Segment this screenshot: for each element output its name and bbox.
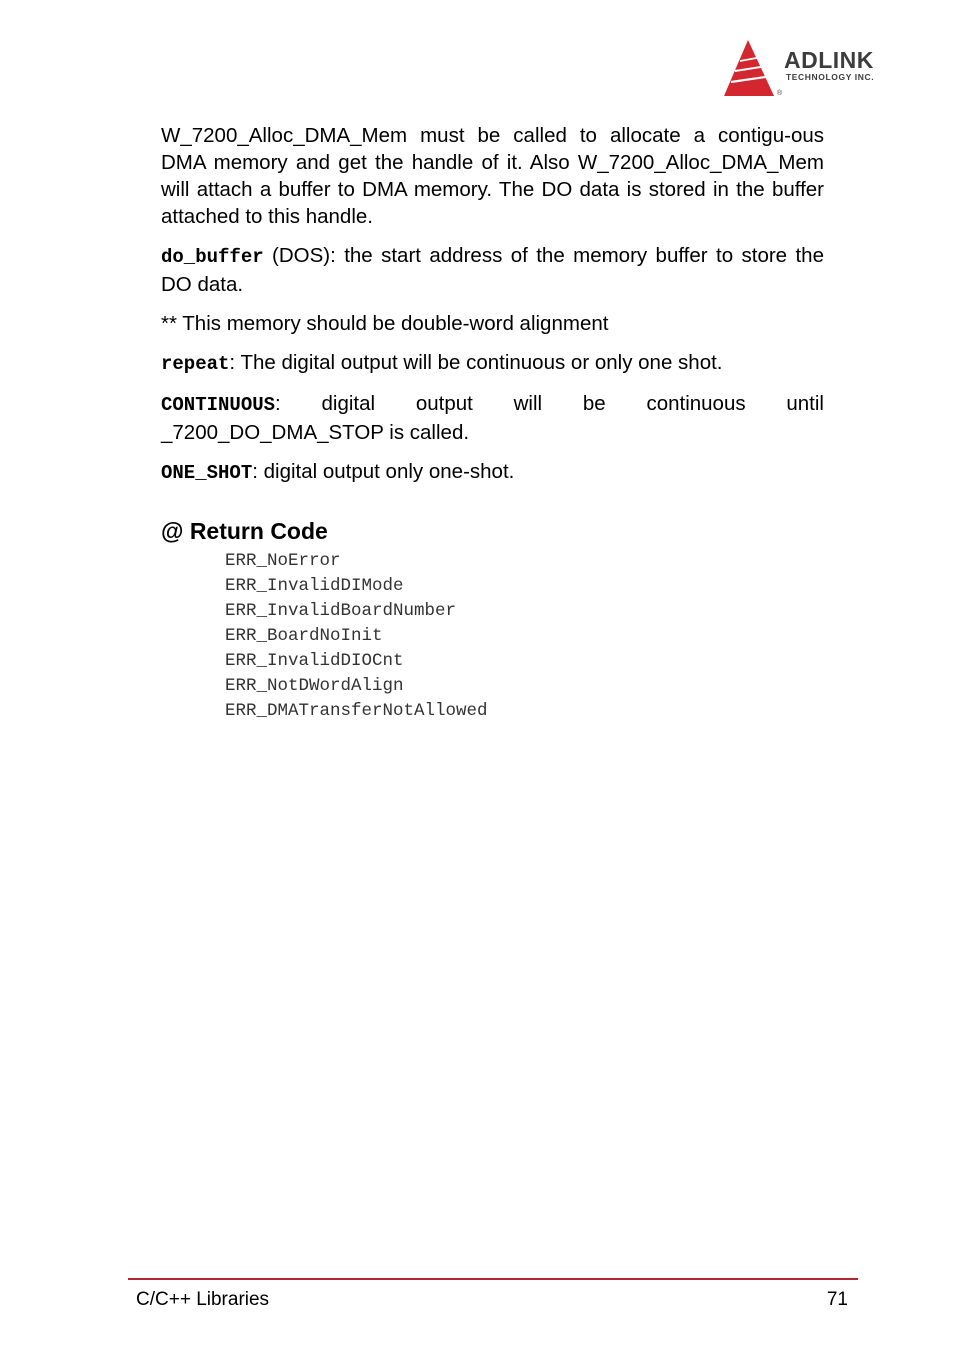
continuous-text: : digital output will be continuous until _7200_DO_DMA_STOP is called.	[161, 392, 824, 444]
page-content	[161, 122, 824, 724]
alignment-note: ** This memory should be double-word alignment	[161, 312, 609, 335]
footer-section-title: C/C++ Libraries	[136, 1289, 270, 1310]
return-code-item: ERR_InvalidBoardNumber	[225, 601, 457, 621]
logo-name: ADLINK	[784, 47, 874, 73]
adlink-logo	[722, 38, 912, 100]
return-code-item: ERR_NotDWordAlign	[225, 676, 404, 696]
do-buffer-term: do_buffer	[161, 246, 264, 268]
logo-registered-mark: ®	[777, 90, 783, 97]
one-shot-term: ONE_SHOT	[161, 462, 253, 484]
logo-tagline: TECHNOLOGY INC.	[786, 72, 875, 82]
return-code-item: ERR_InvalidDIOCnt	[225, 651, 404, 671]
do-buffer-paragraph	[161, 242, 824, 298]
repeat-paragraph	[161, 349, 824, 378]
return-code-item: ERR_BoardNoInit	[225, 626, 383, 646]
one-shot-paragraph	[161, 458, 824, 487]
repeat-term: repeat	[161, 353, 230, 375]
do-buffer-text: (DOS): the start address of the memory buffer to store the DO data.	[161, 244, 824, 296]
return-code-item: ERR_NoError	[225, 551, 341, 571]
return-code-item: ERR_DMATransferNotAllowed	[225, 701, 488, 721]
description-paragraph: W_7200_Alloc_DMA_Mem must be called to allocate a contigu-ous DMA memory and get the handle of it. Also W_7200_Alloc_DMA_Mem will attach a buffer to DMA memory. The DO data is stored in the buffer attached to this handle.	[161, 124, 824, 228]
return-code-list	[225, 549, 824, 724]
return-code-item: ERR_InvalidDIMode	[225, 576, 404, 596]
adlink-triangle-icon	[722, 38, 782, 100]
footer-page-number: 71	[826, 1289, 848, 1310]
return-code-heading: @ Return Code	[161, 518, 328, 544]
repeat-text: : The digital output will be continuous or only one shot.	[229, 351, 723, 374]
footer-divider	[128, 1278, 858, 1280]
continuous-term: CONTINUOUS	[161, 394, 276, 416]
one-shot-text: : digital output only one-shot.	[252, 460, 515, 483]
continuous-paragraph	[161, 390, 824, 446]
